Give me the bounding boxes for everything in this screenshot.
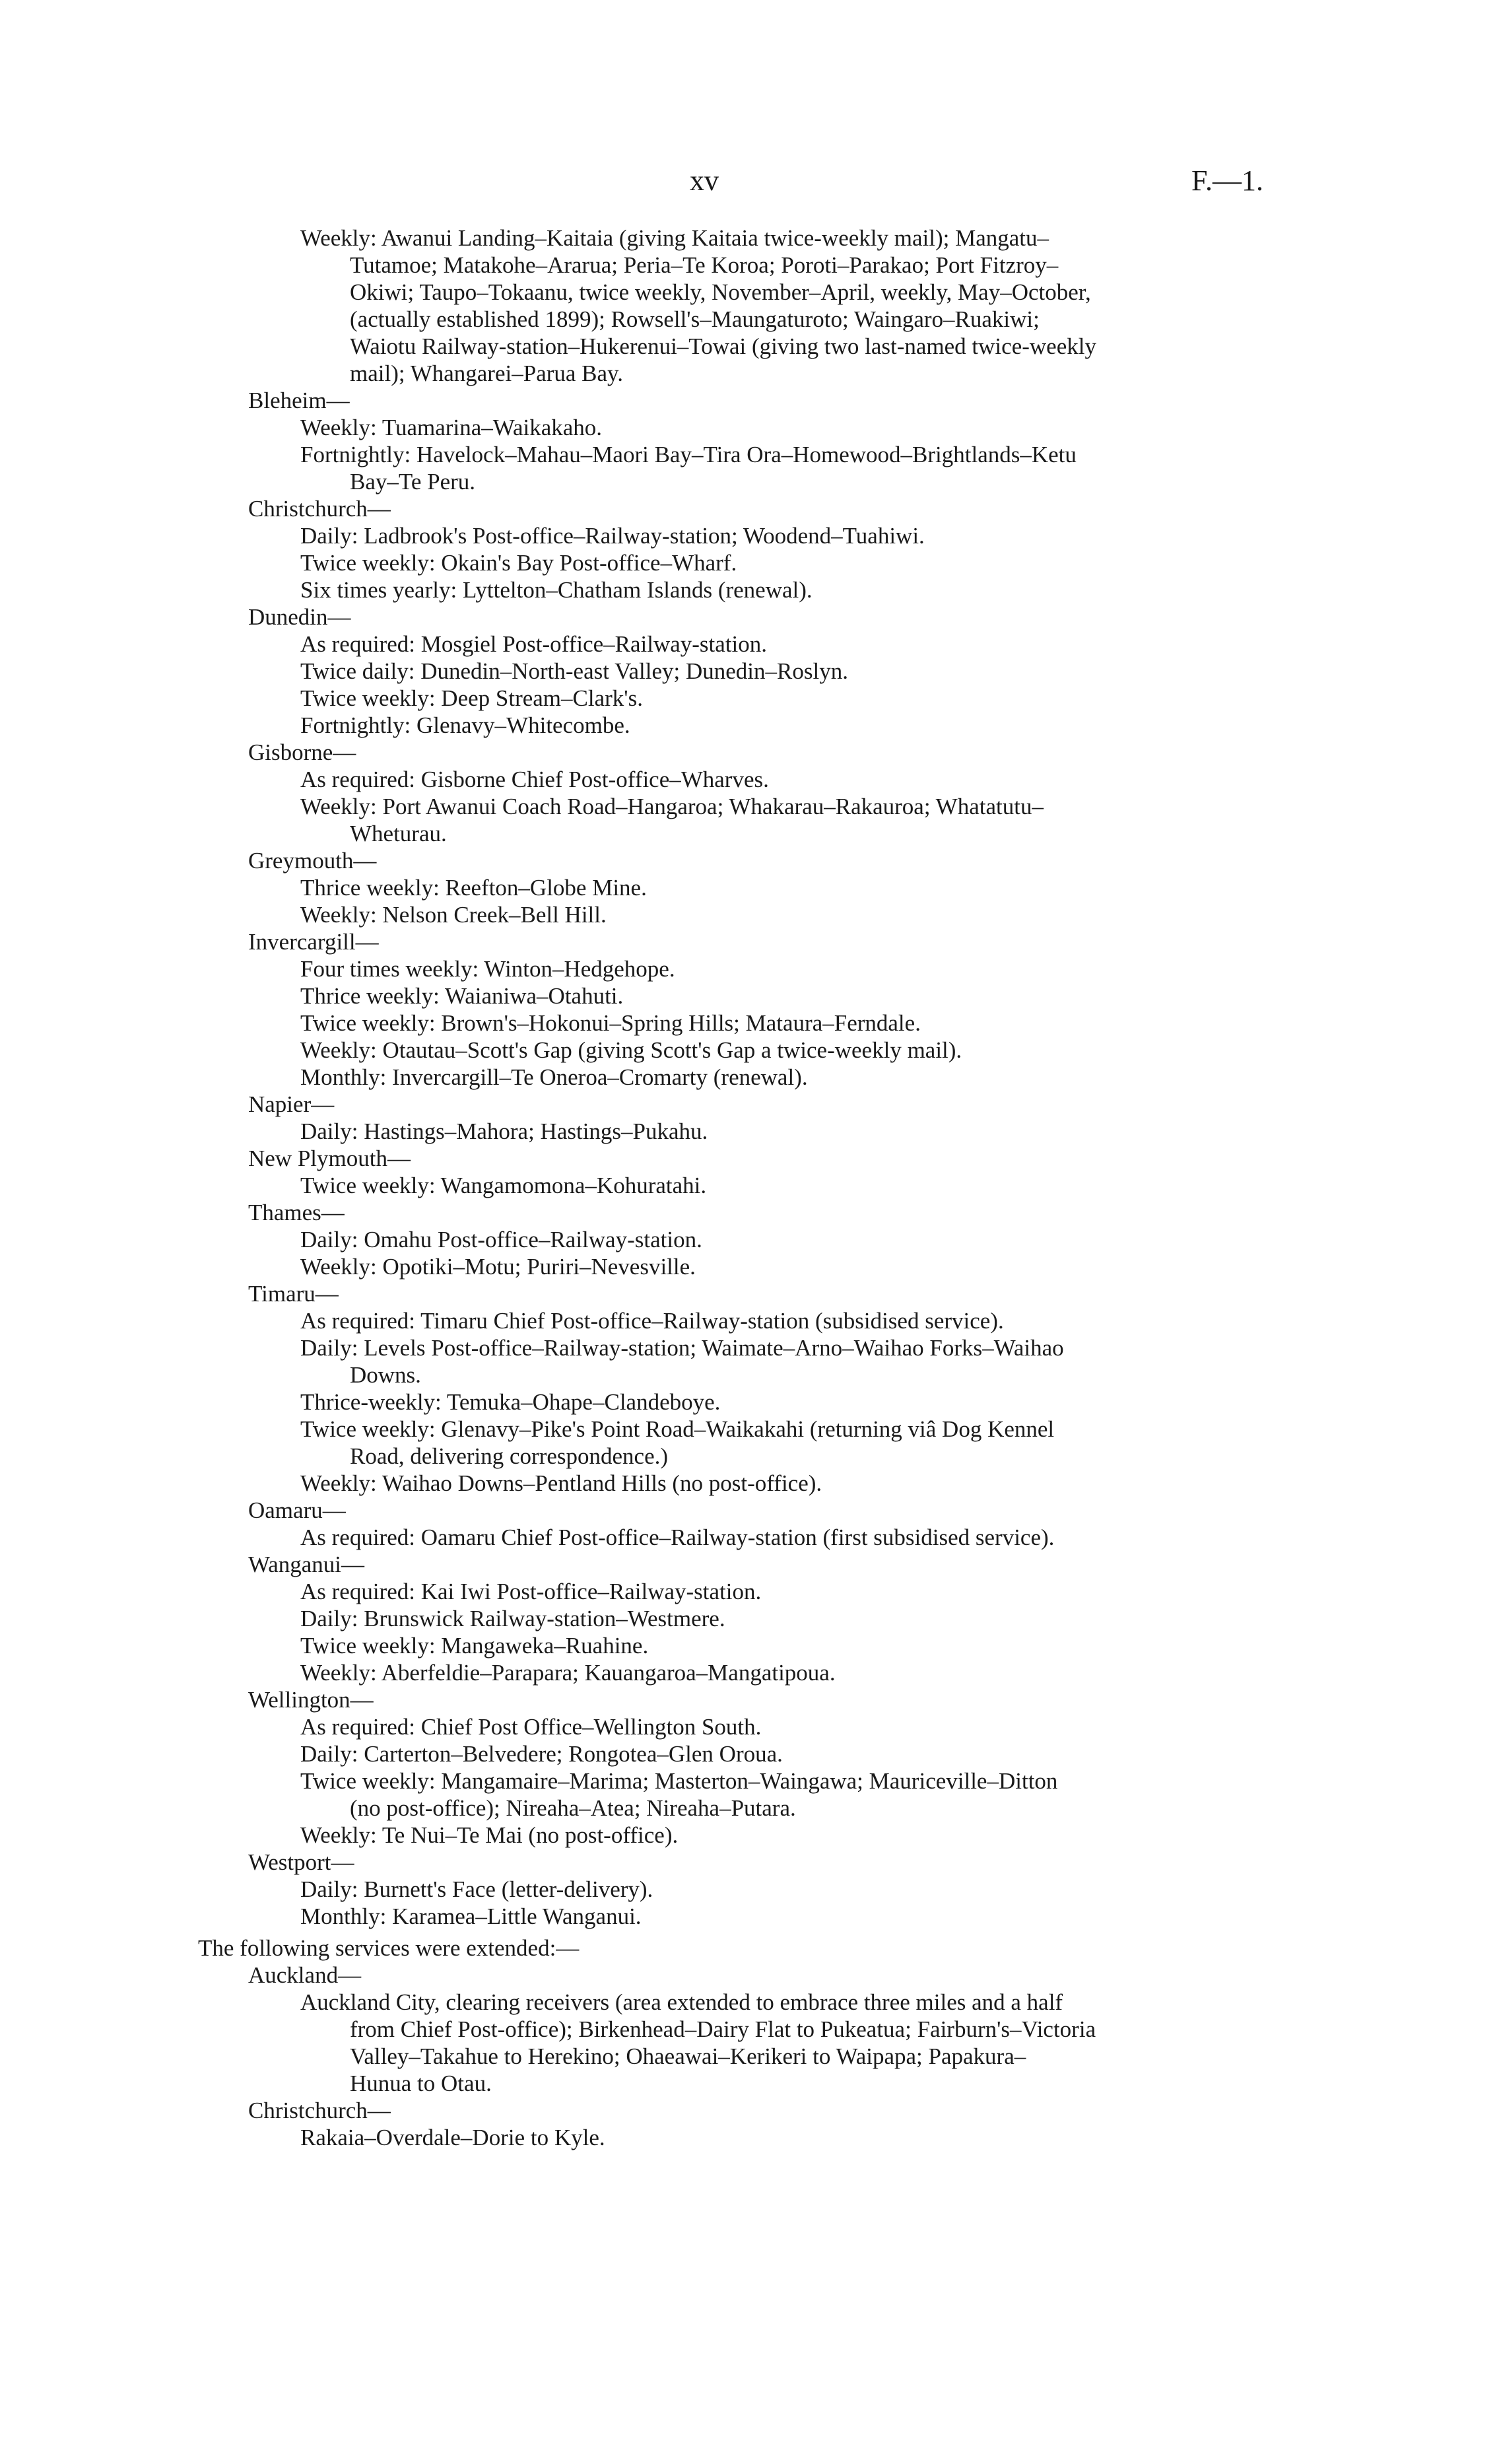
district-heading: Greymouth— xyxy=(248,848,377,873)
service-entry: Twice weekly: Brown's–Hokonui–Spring Hills; Mataura–Ferndale. xyxy=(300,1010,921,1036)
service-entry: Daily: Brunswick Railway-station–Westmere. xyxy=(300,1606,725,1631)
district-heading: Timaru— xyxy=(248,1281,339,1307)
service-entry: Weekly: Port Awanui Coach Road–Hangaroa; Whakarau–Rakauroa; Whatatutu– xyxy=(300,794,1044,819)
service-entry: Daily: Omahu Post-office–Railway-station. xyxy=(300,1227,702,1252)
district-heading: Bleheim— xyxy=(248,388,350,413)
service-entry: Fortnightly: Havelock–Mahau–Maori Bay–Tira Ora–Homewood–Brightlands–Ketu xyxy=(300,442,1077,467)
service-entry: As required: Chief Post Office–Wellington South. xyxy=(300,1714,762,1740)
service-entry: Daily: Hastings–Mahora; Hastings–Pukahu. xyxy=(300,1118,708,1144)
district-heading: Wellington— xyxy=(248,1687,374,1713)
service-entry: As required: Gisborne Chief Post-office–Wharves. xyxy=(300,767,769,792)
service-entry-continuation: Hunua to Otau. xyxy=(350,2070,492,2096)
service-entry: Four times weekly: Winton–Hedgehope. xyxy=(300,956,675,982)
district-heading: Christchurch— xyxy=(248,496,391,522)
service-entry: As required: Kai Iwi Post-office–Railway-station. xyxy=(300,1579,762,1604)
district-heading: New Plymouth— xyxy=(248,1146,411,1171)
service-entry: As required: Timaru Chief Post-office–Railway-station (subsidised service). xyxy=(300,1308,1004,1334)
district-heading: Thames— xyxy=(248,1200,345,1225)
service-entry: Monthly: Invercargill–Te Oneroa–Cromarty (renewal). xyxy=(300,1064,808,1090)
district-heading: Gisborne— xyxy=(248,739,356,765)
service-entry-continuation: Road, delivering correspondence.) xyxy=(350,1443,669,1469)
service-entry: Auckland City, clearing receivers (area extended to embrace three miles and a half xyxy=(300,1989,1063,2015)
service-entry: Daily: Burnett's Face (letter-delivery). xyxy=(300,1876,653,1902)
district-heading: Oamaru— xyxy=(248,1497,346,1523)
service-entry: Weekly: Tuamarina–Waikakaho. xyxy=(300,415,603,440)
service-entry-continuation: Valley–Takahue to Herekino; Ohaeawai–Kerikeri to Waipapa; Papakura– xyxy=(350,2043,1026,2069)
service-entry: Weekly: Otautau–Scott's Gap (giving Scott's Gap a twice-weekly mail). xyxy=(300,1037,962,1063)
services-list xyxy=(198,224,1294,2151)
service-entry: Weekly: Nelson Creek–Bell Hill. xyxy=(300,902,607,928)
service-entry: Daily: Carterton–Belvedere; Rongotea–Glen Oroua. xyxy=(300,1741,783,1767)
page-number: xv xyxy=(690,164,719,197)
service-entry: Daily: Ladbrook's Post-office–Railway-station; Woodend–Tuahiwi. xyxy=(300,523,925,549)
service-entry: Twice weekly: Glenavy–Pike's Point Road–Waikakahi (returning viâ Dog Kennel xyxy=(300,1416,1055,1442)
district-heading: Wanganui— xyxy=(248,1552,365,1577)
service-entry: Thrice weekly: Waianiwa–Otahuti. xyxy=(300,983,624,1009)
service-entry-continuation: (no post-office); Nireaha–Atea; Nireaha–Putara. xyxy=(350,1795,796,1821)
service-entry: Twice weekly: Deep Stream–Clark's. xyxy=(300,685,643,711)
district-heading: Dunedin— xyxy=(248,604,351,630)
service-entry: Twice weekly: Mangaweka–Ruahine. xyxy=(300,1633,649,1659)
service-entry: Twice weekly: Okain's Bay Post-office–Wharf. xyxy=(300,550,737,576)
service-entry: Weekly: Awanui Landing–Kaitaia (giving Kaitaia twice-weekly mail); Mangatu– xyxy=(300,225,1049,251)
district-heading: Napier— xyxy=(248,1091,335,1117)
service-entry: Weekly: Aberfeldie–Parapara; Kauangaroa–Mangatipoua. xyxy=(300,1660,836,1686)
service-entry: Weekly: Waihao Downs–Pentland Hills (no post-office). xyxy=(300,1470,822,1496)
service-entry-continuation: Bay–Te Peru. xyxy=(350,469,476,495)
document-reference: F.—1. xyxy=(1191,164,1263,197)
service-entry: Twice weekly: Wangamomona–Kohuratahi. xyxy=(300,1173,707,1198)
service-entry: As required: Mosgiel Post-office–Railway-station. xyxy=(300,631,768,657)
service-entry: Twice weekly: Mangamaire–Marima; Masterton–Waingawa; Mauriceville–Ditton xyxy=(300,1768,1058,1794)
service-entry: Rakaia–Overdale–Dorie to Kyle. xyxy=(300,2125,605,2150)
service-entry-continuation: (actually established 1899); Rowsell's–Maungaturoto; Waingaro–Ruakiwi; xyxy=(350,306,1040,332)
service-entry-continuation: Wheturau. xyxy=(350,821,447,846)
service-entry: Six times yearly: Lyttelton–Chatham Islands (renewal). xyxy=(300,577,813,603)
service-entry: Thrice-weekly: Temuka–Ohape–Clandeboye. xyxy=(300,1389,721,1415)
district-heading: Westport— xyxy=(248,1849,354,1875)
district-heading: Christchurch— xyxy=(248,2098,391,2123)
service-entry-continuation: Downs. xyxy=(350,1362,421,1388)
service-entry-continuation: mail); Whangarei–Parua Bay. xyxy=(350,360,624,386)
district-heading: Auckland— xyxy=(248,1962,362,1988)
service-entry: Thrice weekly: Reefton–Globe Mine. xyxy=(300,875,647,901)
service-entry: Monthly: Karamea–Little Wanganui. xyxy=(300,1903,642,1929)
service-entry: Weekly: Te Nui–Te Mai (no post-office). xyxy=(300,1822,679,1848)
spacer xyxy=(198,1930,1294,1934)
service-entry-continuation: Okiwi; Taupo–Tokaanu, twice weekly, November–April, weekly, May–October, xyxy=(350,279,1091,305)
service-entry-continuation: Waiotu Railway-station–Hukerenui–Towai (giving two last-named twice-weekly xyxy=(350,333,1096,359)
service-entry: As required: Oamaru Chief Post-office–Railway-station (first subsidised service). xyxy=(300,1524,1055,1550)
service-entry: Fortnightly: Glenavy–Whitecombe. xyxy=(300,712,630,738)
service-entry-continuation: from Chief Post-office); Birkenhead–Dairy Flat to Pukeatua; Fairburn's–Victoria xyxy=(350,2016,1096,2042)
service-entry: Twice daily: Dunedin–North-east Valley; Dunedin–Roslyn. xyxy=(300,658,848,684)
service-entry: Weekly: Opotiki–Motu; Puriri–Nevesville. xyxy=(300,1254,696,1280)
service-entry: Daily: Levels Post-office–Railway-station; Waimate–Arno–Waihao Forks–Waihao xyxy=(300,1335,1064,1361)
service-entry-continuation: Tutamoe; Matakohe–Ararua; Peria–Te Koroa; Poroti–Parakao; Port Fitzroy– xyxy=(350,252,1059,278)
section-intro: The following services were extended:— xyxy=(198,1935,580,1961)
district-heading: Invercargill— xyxy=(248,929,379,955)
